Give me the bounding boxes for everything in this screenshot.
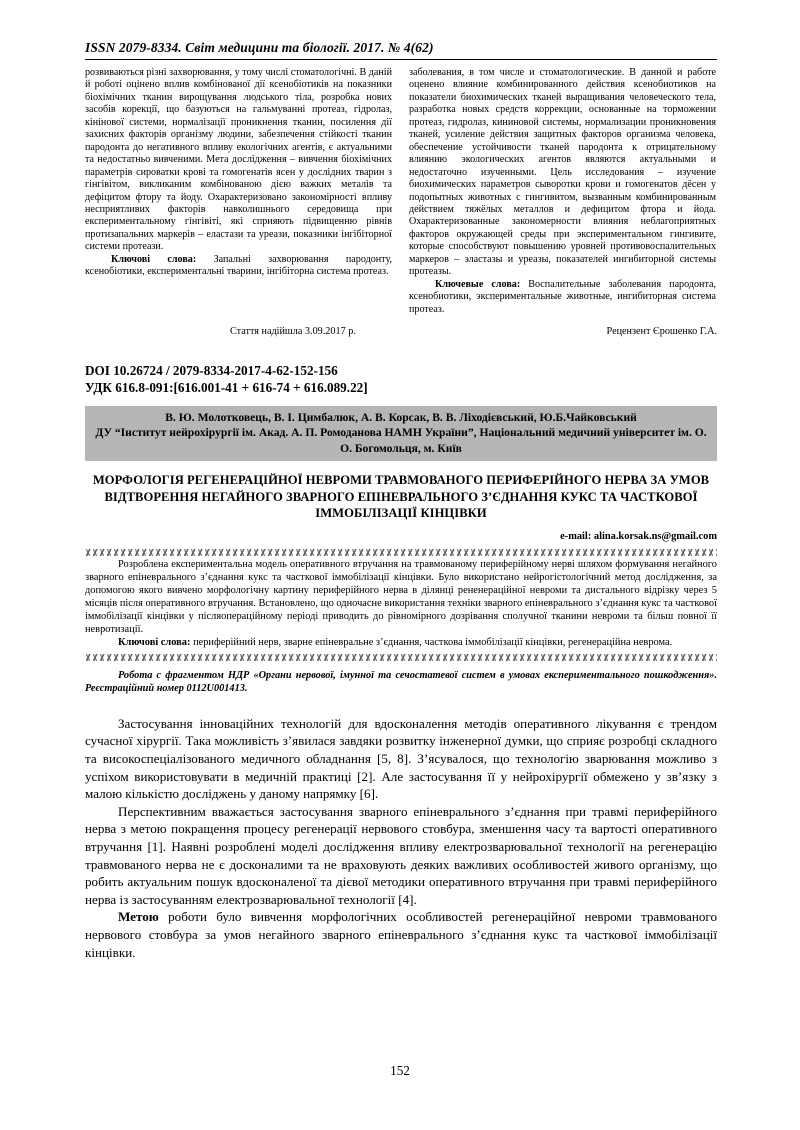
ukrainian-summary-keywords <box>85 637 717 650</box>
submission-date: Стаття надійшла 3.09.2017 р. <box>230 326 356 338</box>
authors-list: В. Ю. Молотковець, В. І. Цимбалюк, А. В. Корсак, В. В. Ліходієвський, Ю.Б.Чайковський <box>165 410 637 424</box>
funding-note: Робота с фрагментом НДР «Органи нервової, імунної та сечостатевої систем в умовах експериментального пошкодження». Реєстраційний номер 0112U001413. <box>85 669 717 695</box>
ukrainian-summary <box>85 559 717 650</box>
reviewer-name: Рецензент Єрошенко Г.А. <box>606 326 717 338</box>
wavy-divider-top <box>85 549 717 556</box>
abstracts-two-column <box>85 67 717 316</box>
authors-affiliation-box <box>85 406 717 461</box>
affiliation-text: ДУ “Інститут нейрохірургії ім. Акад. А. П. Ромоданова НАМН України”, Національний медичний університет ім. О. О. Богомольця, м. Київ <box>95 426 707 455</box>
body-paragraph-goal <box>85 908 717 961</box>
abstract-ua-body: розвиваються різні захворювання, у тому числі стоматологічні. В даній й роботі оцінено вплив комбінованої дії ксенобіотиків на показники біохімічних тканин вирощування людського тіла, розробка нових засобів корекції, що базуються на гальмуванні протеаз, гідролаз, кінінової системи, нормалізації проникнення тканин, посилення дії захисних факторів організму людини, забезпечення стійкості тканин пародонта до негативного впливу екологічних агентів, є актуальними та недостатньо вивченими. Мета дослідження – вивчення біохімічних параметрів сироватки крові та гомогенатів ясен у дослідних тварин з гінгівітом, викликаним комбінованою дією важких металів та дефіцитом фтору та йоду. Охарактеризовано закономірності впливу несприятливих факторів навколишнього середовища при експериментальному гінгівіті, які сприяють підвищенню рівнів протизапальних маркерів – еластази та уреази, показники інгібіторної системи протеази. <box>85 67 392 253</box>
doi-udk-block <box>85 362 717 397</box>
udk-text: УДК 616.8-091:[616.001-41 + 616-74 + 616.089.22] <box>85 380 368 396</box>
goal-rest-text: роботи було вивчення морфологічних особливостей регенераційної невроми травмованого нервового стовбура за умов негайного зварного епіневрального з’єднання кукс та часткової іммобілізації кінцівки. <box>85 909 717 960</box>
corresponding-email: e-mail: alina.korsak.ns@gmail.com <box>560 530 717 542</box>
doi-text: DOI 10.26724 / 2079-8334-2017-4-62-152-156 <box>85 363 338 379</box>
keywords-text-ua: Запальні захворювання пародонту, ксенобіотики, експериментальні тварини, інгібіторна система протеаз. <box>85 253 392 278</box>
abstract-ru-keywords <box>409 279 716 316</box>
keywords-text-summary: периферійний нерв, зварне епіневральне з’єднання, часткова іммобілізації кінцівки, регенераційна неврома. <box>193 636 673 648</box>
running-head-rule <box>85 59 717 60</box>
body-paragraph-1: Застосування інноваційних технологій для вдосконалення методів оперативного лікування є трендом сучасної хірургії. Така можливість з’явилася завдяки розвитку інженерної думки, що сприяє розробці складного та високоспеціалізованого медичного обладнання [5, 8]. З’ясувалося, що технологію зварювання можливо з успіхом використовувати в медичній практиці [2]. Але застосування її у нейрохірургії обмежено у зв’язку з малою кількістю досліджень у даному напрямку [6]. <box>85 715 717 802</box>
goal-lead-word: Метою <box>118 909 159 925</box>
abstract-ukrainian-column <box>85 67 392 279</box>
article-title: МОРФОЛОГІЯ РЕГЕНЕРАЦІЙНОЇ НЕВРОМИ ТРАВМОВАНОГО ПЕРИФЕРІЙНОГО НЕРВА ЗА УМОВ ВІДТВОРЕННЯ НЕГАЙНОГО ЗВАРНОГО ЕПІНЕВРАЛЬНОГО З’ЄДНАННЯ КУКС ТА ЧАСТКОВОЇ ІММОБІЛІЗАЦІЇ КІНЦІВКИ <box>92 473 710 521</box>
page-content <box>85 40 717 961</box>
abstract-ua-keywords <box>85 254 392 279</box>
keywords-label-summary: Ключові слова: <box>118 636 191 648</box>
keywords-text-ru: Воспалительные заболевания пародонта, ксенобиотики, экспериментальные животные, ингибиторная система протеаз. <box>409 278 716 315</box>
abstract-ru-body: заболевания, в том числе и стоматологические. В данной и работе оценено влияние комбинированного действия ксенобиотиков на показатели биохимических тканей выращивания человеческого тела, разработка новых средств коррекции, основанные на торможении протеаз, гидролаз, кининовой системы, нормализации проникновения тканей, усиление действия защитных факторов организма человека, обеспечение устойчивости тканей пародонта к отрицательному влиянию экологических агентов являются актуальными и недостаточно изученными. Цель исследования – изучение биохимических параметров сыворотки крови и гомогенатов дёсен у подопытных животных с гингивитом, вызванным комбинированным действием тяжёлых металлов и дефицитом фтора и йода. Охарактеризованные закономерности влияния неблагоприятных факторов окружающей среды при экспериментальном гингивите, которые способствуют повышению уровней противовоспалительных маркеров – эластазы и уреазы, показателей ингибиторной системы протеазы. <box>409 67 716 278</box>
body-paragraph-2: Перспективним вважається застосування зварного епіневрального з’єднання при травмі периферійного нерва з метою покращення процесу регенерації нервового стовбура, зменшення часу та вартості оперативного втручання [1]. Наявні розроблені моделі дослідження впливу електрозварювальної технології на регенерацію травмованого нерва не є досконалими та не враховують деяких важливих особливостей живого організму, що робить актуальним пошук вдосконаленої та дієвої методики оперативного втручання при травмі периферійного нерва із застосуванням електрозварювальної технології [4]. <box>85 803 717 907</box>
keywords-label-ua: Ключові слова: <box>111 253 197 265</box>
article-body <box>85 715 717 962</box>
running-head: ISSN 2079-8334. Світ медицини та біології. 2017. № 4(62) <box>85 40 434 55</box>
submission-reviewer-line <box>85 326 717 340</box>
keywords-label-ru: Ключевые слова: <box>435 278 521 290</box>
page-number: 152 <box>390 1063 410 1078</box>
abstract-russian-column <box>409 67 716 316</box>
ukrainian-summary-body: Розроблена експериментальна модель оперативного втручання на травмованому периферійному нерві шляхом формування негайного зварного епіневрального з’єднання кукс та часткової іммобілізації кінцівки. Було використано нейрогістологічний метод дослідження, за допомогою якого вивчено морфологічну картину периферійного нерва в ділянці рененераційної невроми та дистального відрізку через 5 місяців після оперативного втручання. Встановлено, що одночасне використання техніки зварного епіневрального з’єднання кукс та часткової іммобілізації кінцівки у післяопераційному періоді приводить до рівномірного дозрівання сполучної тканини невроми та більш повної її невротизації. <box>85 558 717 635</box>
wavy-divider-bottom <box>85 654 717 661</box>
